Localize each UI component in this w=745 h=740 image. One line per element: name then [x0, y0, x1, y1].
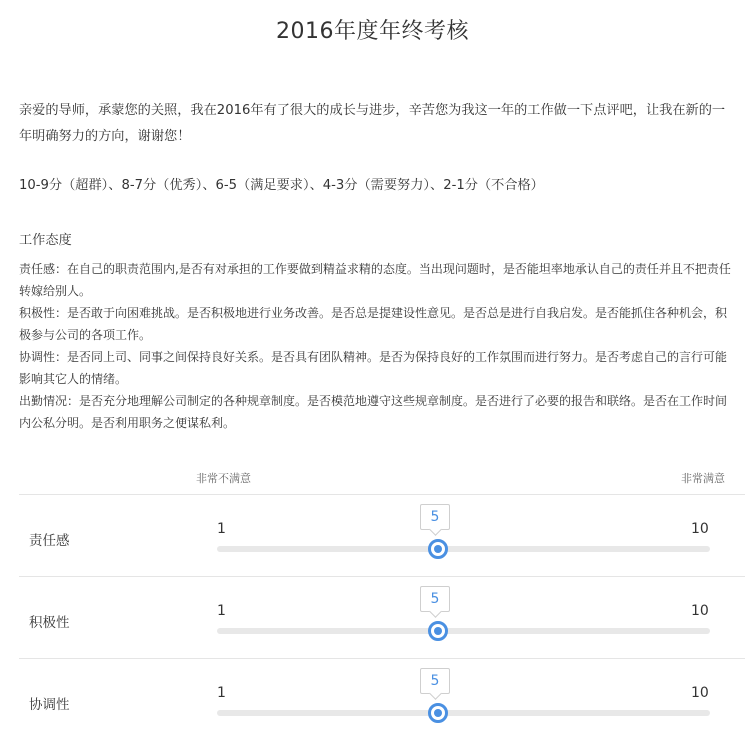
slider-min-label: 1 [217, 603, 226, 619]
slider-handle-dot [434, 627, 442, 635]
rating-row-initiative [19, 576, 745, 658]
slider-max-label: 10 [691, 521, 709, 537]
intro-text: 亲爱的导师，承蒙您的关照，我在2016年有了很大的成长与进步，辛苦您为我这一年的工作做一下点评吧，让我在新的一年明确努力的方向，谢谢您！ [19, 103, 726, 144]
slider-value-tooltip: 5 [420, 504, 450, 530]
slider-value-tooltip: 5 [420, 668, 450, 694]
legend-very-dissatisfied: 非常不满意 [196, 472, 251, 485]
rating-label: 协调性 [29, 697, 70, 713]
slider-min-label: 1 [217, 685, 226, 701]
section-title-work-attitude: 工作态度 [19, 233, 72, 248]
rating-rows [19, 494, 745, 740]
criteria-list [19, 258, 733, 434]
slider-value-tooltip: 5 [420, 586, 450, 612]
rating-row-cooperation [19, 658, 745, 740]
rating-row-responsibility [19, 494, 745, 576]
criterion-cooperation: 协调性：是否同上司、同事之间保持良好关系。是否具有团队精神。是否为保持良好的工作氛围而进行努力。是否考虑自己的言行可能影响其它人的情绪。 [19, 350, 728, 386]
slider-min-label: 1 [217, 521, 226, 537]
rating-label: 积极性 [29, 615, 70, 631]
rating-label: 责任感 [29, 533, 70, 549]
slider-handle-dot [434, 709, 442, 717]
slider-handle[interactable] [428, 539, 448, 559]
slider-handle[interactable] [428, 703, 448, 723]
score-scale-note: 10-9分（超群）、8-7分（优秀）、6-5（满足要求）、4-3分（需要努力）、2-1分（不合格） [19, 178, 544, 193]
criterion-attendance: 出勤情况：是否充分地理解公司制定的各种规章制度。是否模范地遵守这些规章制度。是否进行了必要的报告和联络。是否在工作时间内公私分明。是否利用职务之便谋私利。 [19, 394, 728, 430]
slider-handle[interactable] [428, 621, 448, 641]
criterion-initiative: 积极性：是否敢于向困难挑战。是否积极地进行业务改善。是否总是提建设性意见。是否总是进行自我启发。是否能抓住各种机会，积极参与公司的各项工作。 [19, 306, 728, 342]
criterion-responsibility: 责任感：在自己的职责范围内,是否有对承担的工作要做到精益求精的态度。当出现问题时，是否能坦率地承认自己的责任并且不把责任转嫁给别人。 [19, 262, 731, 298]
slider-max-label: 10 [691, 603, 709, 619]
slider-handle-dot [434, 545, 442, 553]
legend-very-satisfied: 非常满意 [681, 472, 725, 485]
page-title: 2016年度年终考核 [276, 19, 469, 44]
slider-max-label: 10 [691, 685, 709, 701]
